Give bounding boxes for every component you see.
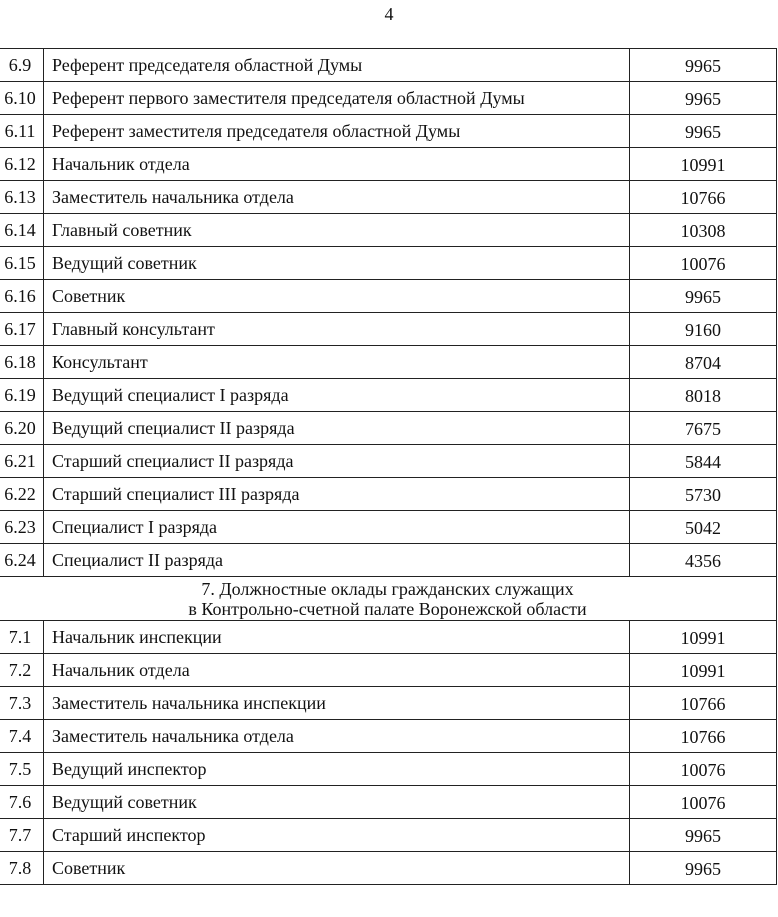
- table-row: [0, 115, 777, 148]
- table-row: [0, 181, 777, 214]
- salary-value: 10766: [630, 687, 777, 720]
- row-number: 6.19: [0, 379, 44, 412]
- row-number: 6.11: [0, 115, 44, 148]
- section-7-header-group: [0, 577, 777, 621]
- table-row: [0, 412, 777, 445]
- salary-value: 10076: [630, 247, 777, 280]
- row-number: 7.5: [0, 753, 44, 786]
- position-name: Советник: [44, 852, 630, 885]
- position-name: Референт председателя областной Думы: [44, 49, 630, 82]
- salary-value: 9965: [630, 115, 777, 148]
- table-row: [0, 247, 777, 280]
- table-row: [0, 544, 777, 577]
- salary-value: 10991: [630, 621, 777, 654]
- table-row: [0, 379, 777, 412]
- salary-value: 5730: [630, 478, 777, 511]
- position-name: Старший специалист III разряда: [44, 478, 630, 511]
- row-number: 6.12: [0, 148, 44, 181]
- row-number: 7.1: [0, 621, 44, 654]
- row-number: 6.15: [0, 247, 44, 280]
- position-name: Ведущий инспектор: [44, 753, 630, 786]
- salary-value: 10076: [630, 786, 777, 819]
- table-row: [0, 511, 777, 544]
- table-row: [0, 445, 777, 478]
- salary-value: 10076: [630, 753, 777, 786]
- row-number: 7.3: [0, 687, 44, 720]
- table-row: [0, 654, 777, 687]
- position-name: Специалист I разряда: [44, 511, 630, 544]
- row-number: 6.23: [0, 511, 44, 544]
- row-number: 6.17: [0, 313, 44, 346]
- table-row: [0, 346, 777, 379]
- table-row: [0, 478, 777, 511]
- salary-value: 5042: [630, 511, 777, 544]
- salary-table: [0, 48, 777, 885]
- salary-value: 10308: [630, 214, 777, 247]
- salary-value: 10766: [630, 181, 777, 214]
- table-row: [0, 720, 777, 753]
- salary-value: 9965: [630, 819, 777, 852]
- position-name: Ведущий специалист II разряда: [44, 412, 630, 445]
- row-number: 6.10: [0, 82, 44, 115]
- section-7-rows: [0, 621, 777, 885]
- table-row: [0, 82, 777, 115]
- salary-value: 9965: [630, 82, 777, 115]
- position-name: Ведущий специалист I разряда: [44, 379, 630, 412]
- table-row: [0, 852, 777, 885]
- row-number: 6.24: [0, 544, 44, 577]
- position-name: Консультант: [44, 346, 630, 379]
- table-row: [0, 313, 777, 346]
- table-row: [0, 753, 777, 786]
- salary-value: 9965: [630, 280, 777, 313]
- row-number: 7.4: [0, 720, 44, 753]
- position-name: Заместитель начальника инспекции: [44, 687, 630, 720]
- table-row: [0, 214, 777, 247]
- row-number: 7.8: [0, 852, 44, 885]
- salary-value: 9160: [630, 313, 777, 346]
- position-name: Начальник инспекции: [44, 621, 630, 654]
- row-number: 6.21: [0, 445, 44, 478]
- position-name: Старший специалист II разряда: [44, 445, 630, 478]
- row-number: 7.7: [0, 819, 44, 852]
- table-row: [0, 49, 777, 82]
- position-name: Советник: [44, 280, 630, 313]
- table-row: [0, 148, 777, 181]
- row-number: 6.9: [0, 49, 44, 82]
- position-name: Старший инспектор: [44, 819, 630, 852]
- salary-value: 9965: [630, 852, 777, 885]
- position-name: Ведущий советник: [44, 247, 630, 280]
- table-row: [0, 280, 777, 313]
- salary-value: 7675: [630, 412, 777, 445]
- position-name: Главный консультант: [44, 313, 630, 346]
- row-number: 6.20: [0, 412, 44, 445]
- section-6-rows: [0, 49, 777, 577]
- page-number: 4: [384, 4, 394, 24]
- position-name: Специалист II разряда: [44, 544, 630, 577]
- row-number: 6.22: [0, 478, 44, 511]
- row-number: 6.18: [0, 346, 44, 379]
- table-row: [0, 819, 777, 852]
- row-number: 7.6: [0, 786, 44, 819]
- row-number: 6.13: [0, 181, 44, 214]
- salary-value: 9965: [630, 49, 777, 82]
- position-name: Начальник отдела: [44, 654, 630, 687]
- position-name: Референт первого заместителя председателя областной Думы: [44, 82, 630, 115]
- section-7-title-line-2: в Контрольно-счетной палате Воронежской области: [188, 598, 587, 619]
- position-name: Ведущий советник: [44, 786, 630, 819]
- section-7-title-line-1: 7. Должностные оклады гражданских служащих: [201, 578, 574, 599]
- row-number: 6.16: [0, 280, 44, 313]
- section-7-header: [0, 577, 777, 621]
- salary-value: 8018: [630, 379, 777, 412]
- row-number: 7.2: [0, 654, 44, 687]
- table-row: [0, 621, 777, 654]
- salary-value: 4356: [630, 544, 777, 577]
- position-name: Заместитель начальника отдела: [44, 181, 630, 214]
- position-name: Референт заместителя председателя областной Думы: [44, 115, 630, 148]
- position-name: Заместитель начальника отдела: [44, 720, 630, 753]
- table-row: [0, 786, 777, 819]
- salary-value: 8704: [630, 346, 777, 379]
- row-number: 6.14: [0, 214, 44, 247]
- salary-value: 10991: [630, 654, 777, 687]
- position-name: Начальник отдела: [44, 148, 630, 181]
- section-7-title: [0, 577, 777, 621]
- salary-value: 5844: [630, 445, 777, 478]
- salary-value: 10991: [630, 148, 777, 181]
- table-row: [0, 687, 777, 720]
- position-name: Главный советник: [44, 214, 630, 247]
- salary-value: 10766: [630, 720, 777, 753]
